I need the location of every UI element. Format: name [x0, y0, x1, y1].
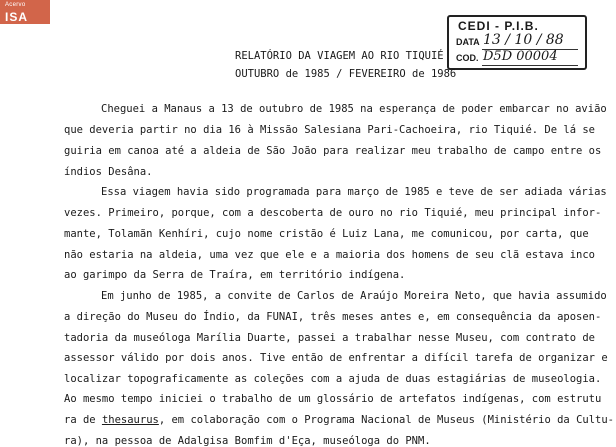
body-line-end: , em colaboração com o Programa Nacional de Museus (Ministério da Cultu- — [158, 414, 614, 426]
stamp-date-value: 13 / 10 / 88 — [483, 32, 564, 48]
stamp-cod-value: D5D 00004 — [483, 49, 558, 64]
archive-stamp — [447, 15, 587, 70]
body-line: vezes. Primeiro, porque, com a descoberta de ouro no rio Tiquié, meu principal infor- — [64, 207, 602, 219]
body-line: ao garimpo da Serra de Traíra, em território indígena. — [64, 269, 406, 281]
stamp-header: CEDI - P.I.B. — [458, 19, 539, 33]
stamp-date-label: DATA — [456, 37, 480, 47]
body-line: índios Desâna. — [64, 166, 153, 178]
body-line: que deveria partir no dia 16 à Missão Salesiana Pari-Cachoeira, rio Tiquié. De lá se — [64, 124, 596, 136]
body-line: ra), na pessoa de Adalgisa Bomfim d'Eça, museóloga do PNM. — [64, 435, 431, 447]
body-line: Em junho de 1985, a convite de Carlos de Araújo Moreira Neto, que havia assumido — [101, 290, 607, 302]
body-line: mante, Tolamãn Kenhíri, cujo nome cristão é Luiz Lana, me comunicou, por carta, que — [64, 228, 589, 240]
body-line: localizar topograficamente as coleções com a ajuda de duas estagiárias de museologia. — [64, 373, 602, 385]
acervo-isa-logo — [0, 0, 50, 24]
body-line: não estaria na aldeia, uma vez que ele e a maioria dos homens de seu clã estava inco — [64, 249, 596, 261]
thesaurus-term: thesaurus — [101, 414, 159, 426]
body-line-start: ra de — [64, 414, 102, 426]
report-title: RELATÓRIO DA VIAGEM AO RIO TIQUIÉ — [235, 50, 444, 62]
stamp-cod-line — [482, 65, 578, 66]
body-line: Ao mesmo tempo iniciei o trabalho de um glossário de artefatos indígenas, com estrutu — [64, 393, 602, 405]
body-line: tadoria da museóloga Marília Duarte, passei a trabalhar nesse Museu, com contrato de — [64, 332, 596, 344]
body-line: a direção do Museu do Índio, da FUNAI, três meses antes e, em consequência da aposen- — [64, 311, 602, 323]
report-subtitle: OUTUBRO de 1985 / FEVEREIRO de 1986 — [235, 68, 457, 80]
body-line — [64, 414, 614, 426]
logo-top-text: Acervo — [5, 2, 26, 8]
body-line: guiria em canoa até a aldeia de São João para realizar meu trabalho de campo entre os — [64, 145, 602, 157]
body-line: Cheguei a Manaus a 13 de outubro de 1985 na esperança de poder embarcar no avião — [101, 103, 607, 115]
body-line: assessor válido por dois anos. Tive então de enfrentar a difícil tarefa de organizar e — [64, 352, 608, 364]
logo-bottom-text: ISA — [5, 10, 29, 24]
stamp-cod-label: COD. — [456, 53, 479, 63]
body-line: Essa viagem havia sido programada para março de 1985 e teve de ser adiada várias — [101, 186, 607, 198]
